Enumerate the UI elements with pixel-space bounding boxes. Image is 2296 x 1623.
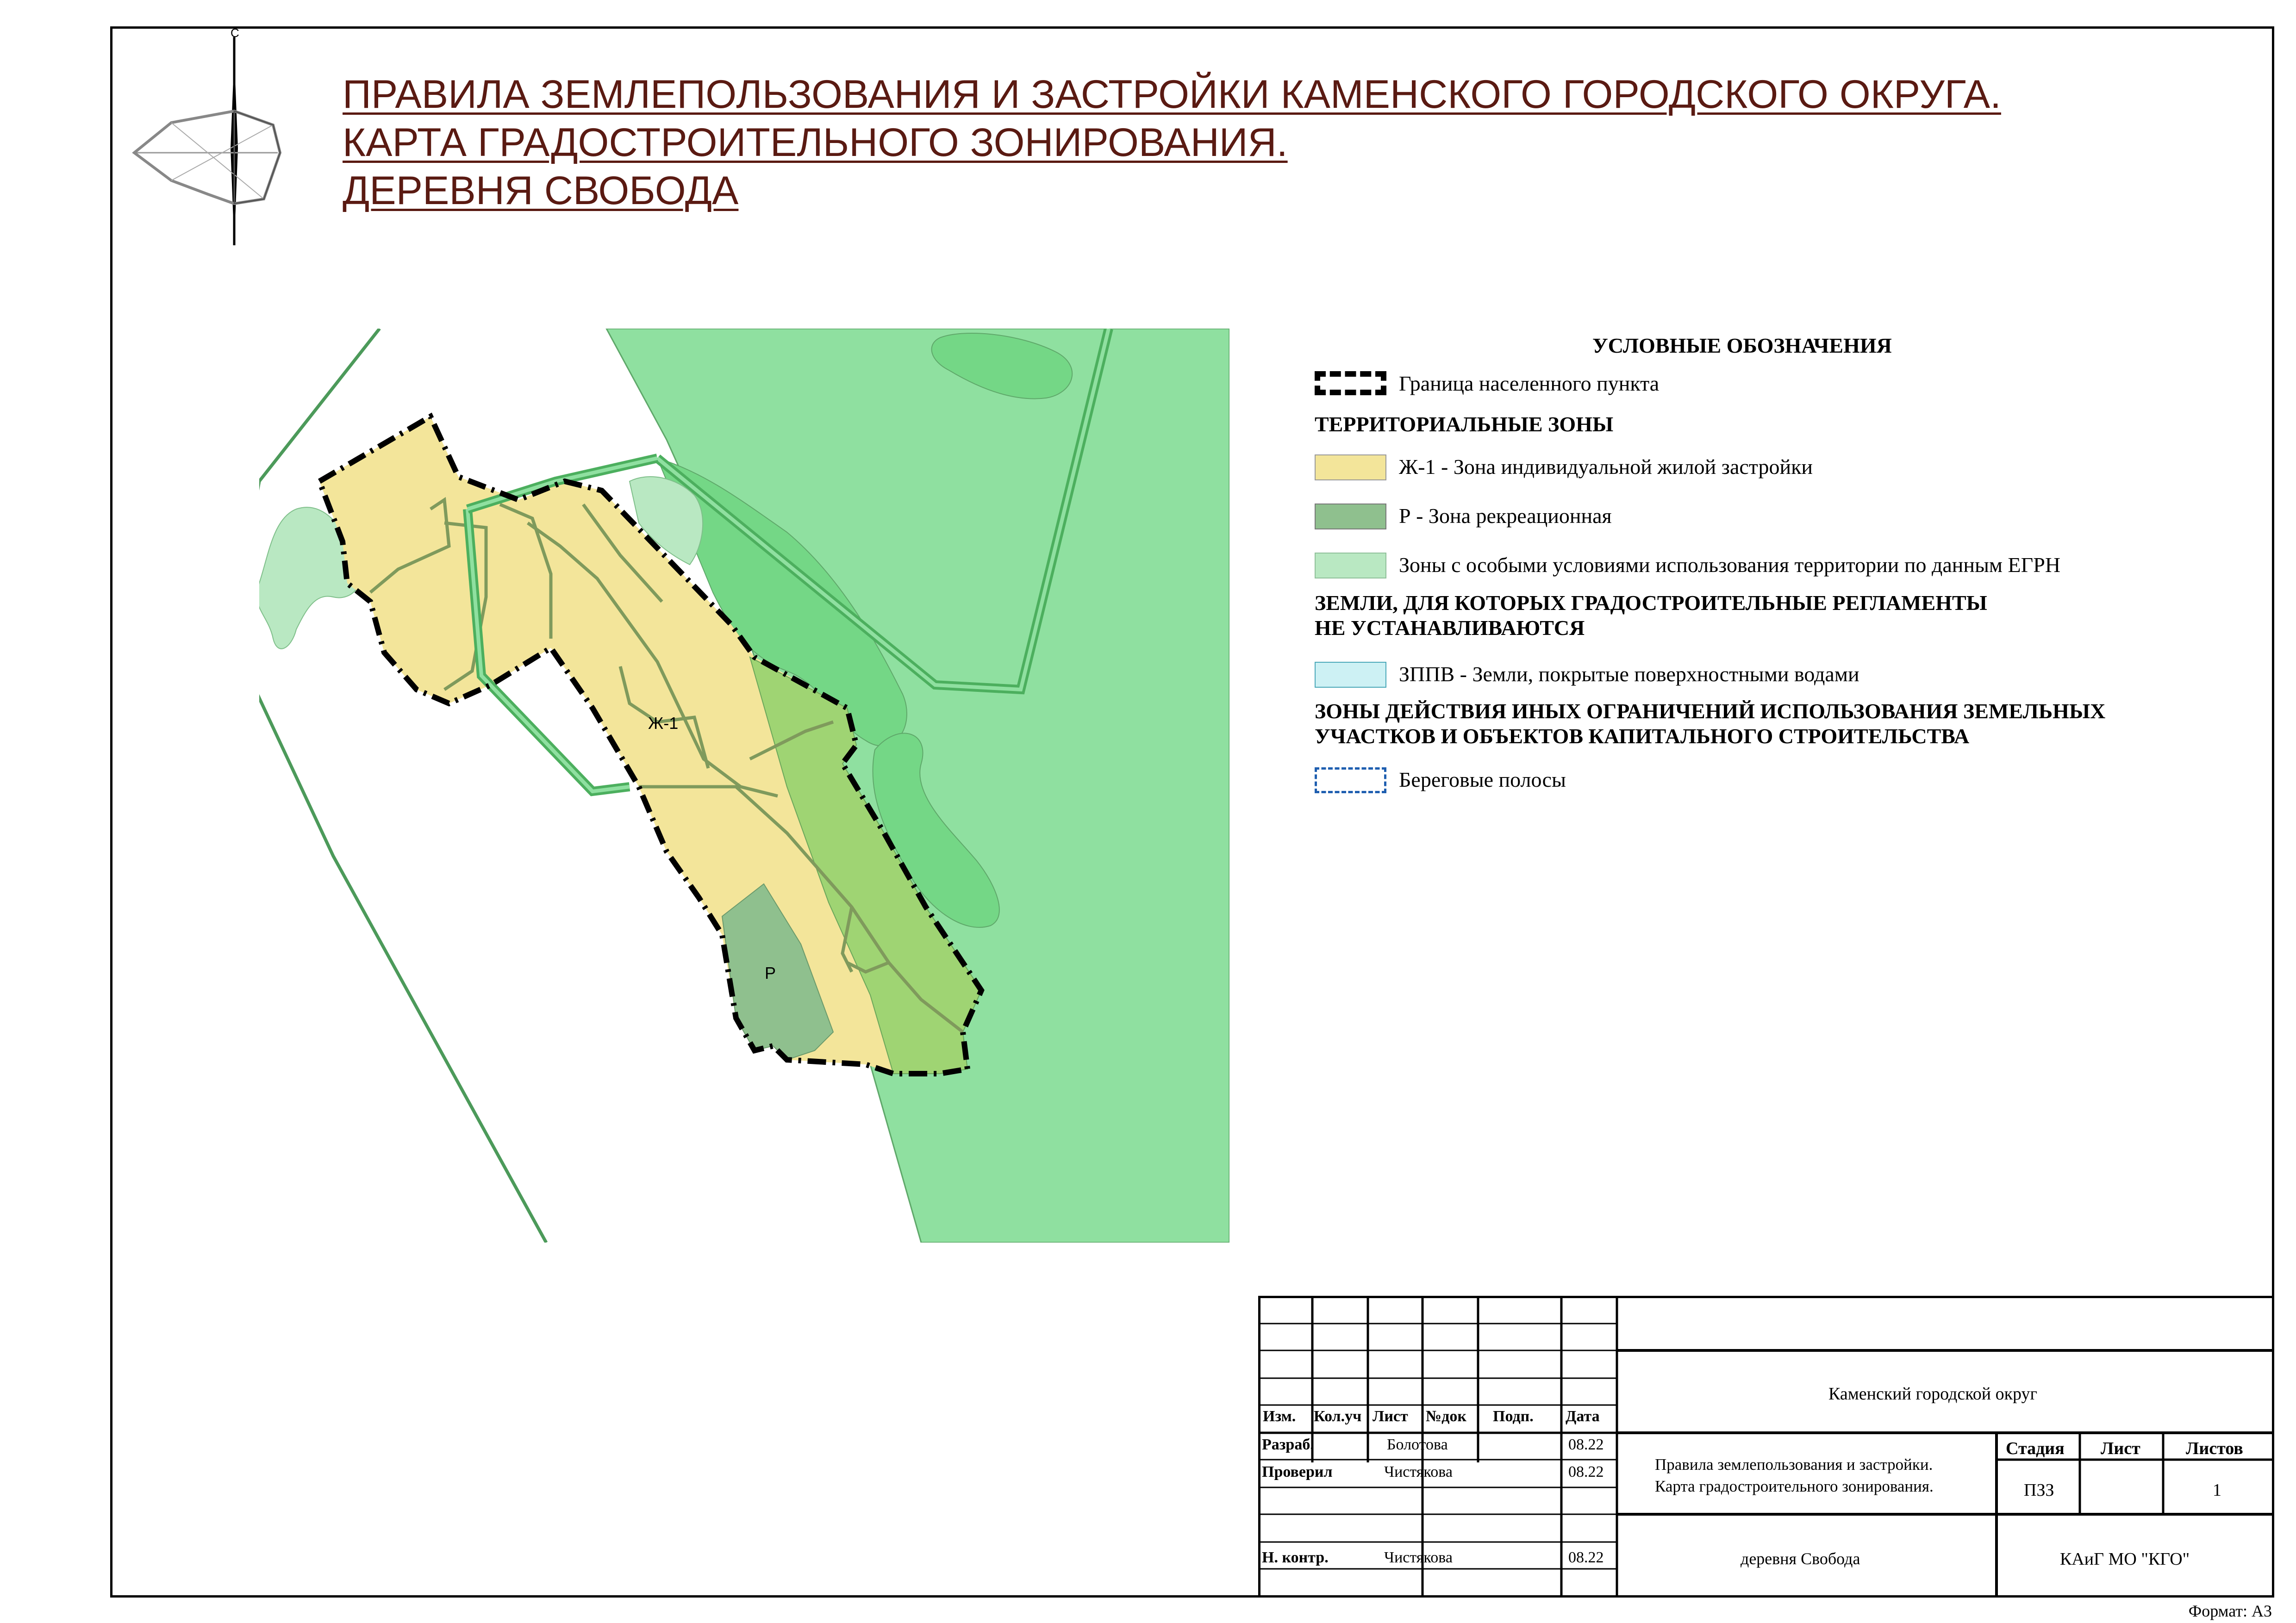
stamp-doc-line2: Карта градостроительного зонирования. <box>1655 1477 1934 1495</box>
stamp-stage-label: Стадия <box>2006 1439 2065 1458</box>
legend-lands-heading-1: ЗЕМЛИ, ДЛЯ КОТОРЫХ ГРАДОСТРОИТЕЛЬНЫЕ РЕГЛАМЕНТЫ <box>1315 591 1987 615</box>
stamp-nkontr-name: Чистякова <box>1384 1549 1453 1566</box>
stamp-col-ndok: №док <box>1426 1408 1466 1425</box>
stamp-org: Каменский городской округ <box>1828 1384 2038 1404</box>
residential-swatch <box>1315 454 1386 480</box>
recreation-swatch <box>1315 504 1386 529</box>
label-residential: Ж-1 <box>648 714 679 733</box>
legend-recreation: Р - Зона рекреационная <box>1399 504 1612 528</box>
format-label: Формат: А3 <box>2188 1602 2272 1620</box>
legend-boundary: Граница населенного пункта <box>1399 372 1660 395</box>
stamp-col-kol: Кол.уч <box>1314 1408 1362 1425</box>
legend-water: ЗППВ - Земли, покрытые поверхностными водами <box>1399 662 1859 686</box>
stamp-sheets-value: 1 <box>2213 1480 2221 1500</box>
stamp-place: деревня Свобода <box>1741 1549 1860 1568</box>
legend-lands-heading-2: НЕ УСТАНАВЛИВАЮТСЯ <box>1315 616 1585 640</box>
legend-other-heading-2: УЧАСТКОВ И ОБЪЕКТОВ КАПИТАЛЬНОГО СТРОИТЕЛЬСТВА <box>1315 724 1970 748</box>
legend-heading: УСЛОВНЫЕ ОБОЗНАЧЕНИЯ <box>1592 334 1892 357</box>
stamp-prov-date: 08.22 <box>1568 1463 1604 1480</box>
special-swatch <box>1315 553 1386 578</box>
stamp-col-izm: Изм. <box>1263 1408 1296 1425</box>
label-recreation: Р <box>765 964 776 983</box>
stamp-stage-value: ПЗЗ <box>2024 1480 2054 1500</box>
legend-residential: Ж-1 - Зона индивидуальной жилой застройки <box>1399 455 1813 479</box>
coastal-swatch <box>1315 767 1386 793</box>
stamp-col-list: Лист <box>1373 1408 1408 1425</box>
stamp-sheet-label: Лист <box>2101 1439 2140 1458</box>
stamp-col-date: Дата <box>1566 1408 1600 1425</box>
stamp-prov-label: Проверил <box>1262 1463 1333 1480</box>
water-swatch <box>1315 662 1386 688</box>
stamp-razrab-name: Болотова <box>1387 1436 1448 1453</box>
north-label: С <box>231 28 239 40</box>
title-line-2: КАРТА ГРАДОСТРОИТЕЛЬНОГО ЗОНИРОВАНИЯ. <box>343 120 1288 165</box>
stamp-nkontr-label: Н. контр. <box>1262 1549 1329 1566</box>
legend-coastal: Береговые полосы <box>1399 768 1566 791</box>
stamp-doc-line1: Правила землепользования и застройки. <box>1655 1455 1933 1474</box>
legend-special: Зоны с особыми условиями использования территории по данным ЕГРН <box>1399 553 2061 577</box>
stamp-prov-name: Чистякова <box>1384 1463 1453 1480</box>
legend-territorial-heading: ТЕРРИТОРИАЛЬНЫЕ ЗОНЫ <box>1315 412 1614 436</box>
boundary-swatch <box>1315 371 1386 395</box>
legend-other-heading-1: ЗОНЫ ДЕЙСТВИЯ ИНЫХ ОГРАНИЧЕНИЙ ИСПОЛЬЗОВАНИЯ ЗЕМЕЛЬНЫХ <box>1315 699 2106 723</box>
stamp-nkontr-date: 08.22 <box>1568 1549 1604 1566</box>
stamp-company: КАиГ МО "КГО" <box>2060 1549 2190 1569</box>
stamp-razrab-date: 08.22 <box>1568 1436 1604 1453</box>
stamp-razrab-label: Разраб. <box>1262 1436 1314 1453</box>
title-line-1: ПРАВИЛА ЗЕМЛЕПОЛЬЗОВАНИЯ И ЗАСТРОЙКИ КАМЕНСКОГО ГОРОДСКОГО ОКРУГА. <box>343 72 2001 117</box>
title-line-3: ДЕРЕВНЯ СВОБОДА <box>343 168 739 213</box>
stamp-col-podp: Подп. <box>1493 1408 1534 1425</box>
stamp-sheets-label: Листов <box>2186 1439 2243 1458</box>
